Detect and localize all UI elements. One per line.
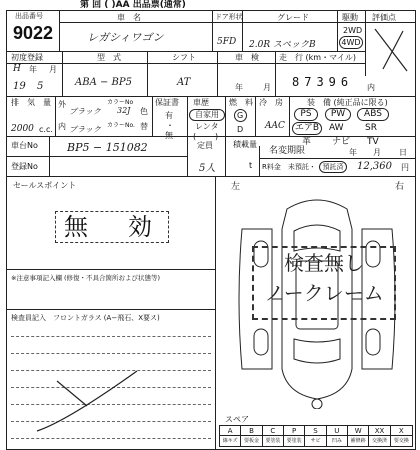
fuel-d: D <box>237 125 244 134</box>
recycle-circled: 預託済 <box>319 161 347 173</box>
chassis-label: 車台No <box>11 141 38 150</box>
first-reg-label: 初度登録 <box>11 53 43 62</box>
year-value: 19 <box>13 81 26 92</box>
equip-leather: 革 <box>302 137 312 147</box>
usage-label: 車歴 <box>193 98 209 107</box>
name-change-day: 日 <box>399 148 407 157</box>
name-change-label: 名変期限 <box>269 146 306 156</box>
legend-code-p: P <box>284 426 305 436</box>
lot-number: 9022 <box>13 23 54 43</box>
color-inner-value: ブラック <box>69 125 101 134</box>
left-side-label: 左 <box>231 182 241 192</box>
color-outer-value: ブラック <box>69 107 101 116</box>
capacity-value: 5人 <box>199 163 216 174</box>
equip-airbag: エアB <box>292 122 322 135</box>
usage-rental: レンタ <box>195 122 219 131</box>
car-name-value: レガシィワゴン <box>87 31 164 44</box>
score-label: 評価点 <box>372 13 396 22</box>
mileage-value: 87396 <box>292 75 354 89</box>
score-cross-mark <box>369 25 411 75</box>
damage-legend <box>219 425 413 447</box>
drive-2wd: 2WD <box>343 26 363 35</box>
recycle-label: R料金 未預託・ <box>262 163 316 171</box>
replace-label: 替 <box>140 122 148 131</box>
recycle-value: 12,360 <box>357 161 392 172</box>
void-stamp: 無 効 <box>55 211 169 243</box>
color-inner-label: 内 <box>58 122 66 131</box>
naisou-label: 内 <box>367 83 375 92</box>
warranty-opt-yes: 有 <box>165 111 173 120</box>
legend-desc-b: 要板金 <box>241 436 262 446</box>
name-change-year: 年 <box>349 148 357 157</box>
grade-value: 2.0R スペックB <box>249 40 316 50</box>
equip-sr: SR <box>365 123 377 133</box>
color-outer-label: 外 <box>58 100 66 109</box>
legend-code-w: W <box>348 426 369 436</box>
ac-label: 冷 房 <box>259 98 283 107</box>
reg-no-label: 登録No <box>11 162 38 171</box>
lot-label: 出品番号 <box>15 12 43 20</box>
notes-label: ※注意事項記入欄 (修復・不具合箇所および状態等) <box>11 274 161 282</box>
month-value: 5 <box>37 81 44 92</box>
equip-aw: AW <box>329 123 344 133</box>
equip-abs: ABS <box>357 108 389 121</box>
fuel-g: G <box>237 111 244 120</box>
legend-desc-u: 凹み <box>327 436 348 446</box>
legend-code-xx: XX <box>369 426 390 436</box>
no-inspection-stamp: 検査無し ノークレーム <box>252 246 396 320</box>
legend-desc-w: 補修跡 <box>348 436 369 446</box>
name-change-month: 月 <box>373 148 381 157</box>
era-prefix: H <box>13 64 21 74</box>
legend-desc-xx: 交換済 <box>369 436 390 446</box>
door-value: 5FD <box>217 37 237 47</box>
auction-sheet <box>6 10 416 450</box>
load-unit: t <box>249 161 253 170</box>
inspection-label: 車 検 <box>235 53 259 62</box>
usage-paren-close: ) <box>215 132 219 141</box>
year-label: 年 <box>29 65 37 74</box>
model-label: 型 式 <box>97 53 121 62</box>
legend-code-a: A <box>220 426 241 436</box>
door-label: ドア形状 <box>215 13 243 21</box>
legend-desc-c: 要塗装 <box>263 436 284 446</box>
warranty-label: 保証書 <box>155 98 179 107</box>
month-label: 月 <box>49 65 57 74</box>
spare-label: スペア <box>225 415 249 424</box>
cc-label: c.c. <box>39 125 53 134</box>
legend-code-x: X <box>391 426 412 436</box>
usage-paren-open: ( <box>193 132 197 141</box>
inspector-label: 検査員記入 フロントガラス (A−飛石、X要ス) <box>11 314 160 322</box>
legend-code-s: S <box>305 426 326 436</box>
legend-desc-p: 要塗装 <box>284 436 305 446</box>
color-no-label: カラーNo <box>107 99 134 106</box>
notes-strike-mark <box>27 361 147 441</box>
car-name-label: 車 名 <box>117 13 141 22</box>
displacement-value: 2000 <box>11 124 34 134</box>
right-side-label: 右 <box>395 182 405 192</box>
legend-desc-s: サビ <box>305 436 326 446</box>
model-value: ABA − BP5 <box>75 77 132 88</box>
equip-pw: PW <box>325 108 351 121</box>
color-no2-label: カラーNo. <box>107 122 135 129</box>
equip-ps: PS <box>294 108 318 121</box>
legend-desc-a: 線キズ <box>220 436 241 446</box>
grade-label: グレード <box>277 13 309 22</box>
mileage-label: 走 行 (km・マイル) <box>279 53 357 62</box>
shift-value: AT <box>177 77 191 88</box>
legend-code-b: B <box>241 426 262 436</box>
legend-code-u: U <box>327 426 348 436</box>
equip-tv: TV <box>367 137 379 147</box>
insp-year: 年 <box>235 83 243 92</box>
warranty-opt-dot: ・ <box>166 121 174 130</box>
sales-point-label: セールスポイント <box>13 181 77 190</box>
insp-month: 月 <box>263 83 271 92</box>
capacity-label: 定員 <box>197 141 213 150</box>
shift-label: シフト <box>172 53 196 62</box>
fuel-label: 燃 料 <box>229 98 253 107</box>
equip-navi: ナビ <box>332 137 351 147</box>
displacement-label: 排 気 量 <box>11 98 51 107</box>
legend-code-c: C <box>263 426 284 436</box>
equip-label: 装 備 (純正品に限る) <box>307 98 388 107</box>
legend-desc-x: 要交換 <box>393 438 409 444</box>
drive-4wd: 4WD <box>339 36 363 49</box>
color-label: 色 <box>140 107 148 116</box>
chassis-value: BP5 − 151082 <box>67 141 148 154</box>
usage-private: 自家用 <box>189 109 225 121</box>
top-strip: 第 回 ( )AA 出品票(通常) <box>80 0 186 10</box>
recycle-unit: 円 <box>401 163 409 172</box>
warranty-opt-no: 無 <box>165 131 173 140</box>
color-code: 32J <box>117 106 131 115</box>
drive-label: 駆動 <box>342 13 358 22</box>
ac-value: AAC <box>265 121 285 131</box>
load-label: 積載量 <box>233 140 257 149</box>
